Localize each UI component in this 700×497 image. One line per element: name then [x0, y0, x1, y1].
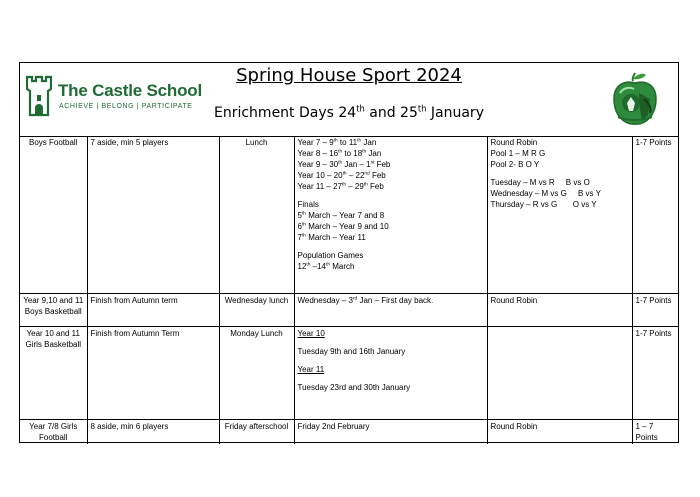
table-row	[20, 420, 678, 445]
dates-cell: Wednesday – 3rd Jan – First day back.	[294, 294, 487, 327]
format-cell: 8 aside, min 6 players	[87, 420, 219, 445]
date-line: 7th March – Year 11	[297, 233, 366, 242]
page-title: Spring House Sport 2024	[236, 65, 462, 86]
when-cell: Wednesday lunch	[219, 294, 294, 327]
structure-cell: Round Robin Pool 1 – M R G Pool 2- B O Y Tuesday – M vs R B vs O Wednesday – M vs G B vs Y Thursday – R vs G O vs Y	[487, 136, 632, 294]
date-line: Year 11 – 27th – 29th Feb	[297, 182, 384, 191]
table-row	[20, 294, 678, 327]
year-heading: Year 10	[297, 329, 325, 338]
structure-cell	[487, 327, 632, 420]
sport-cell: Year 10 and 11 Girls Basketball	[20, 327, 87, 420]
sport-cell: Boys Football	[20, 136, 87, 294]
points-cell: 1 – 7 Points	[632, 420, 678, 445]
date-line: Year 9 – 30th Jan – 1st Feb	[297, 160, 391, 169]
points-cell: 1-7 Points	[632, 136, 678, 294]
structure-cell: Round Robin	[487, 294, 632, 327]
fixtures-document	[19, 62, 679, 443]
date-line: Year 10 – 20th – 22nd Feb	[297, 171, 386, 180]
when-cell: Lunch	[219, 136, 294, 294]
points-cell: 1-7 Points	[632, 294, 678, 327]
school-name: The Castle School	[58, 81, 202, 100]
structure-cell: Round Robin	[487, 420, 632, 445]
date-line: Year 7 – 9th to 11th Jan	[297, 138, 377, 147]
house-crest-icon	[606, 69, 664, 129]
dates-cell	[294, 136, 487, 294]
format-cell: Finish from Autumn Term	[87, 327, 219, 420]
school-tagline: ACHIEVE | BELONG | PARTICIPATE	[59, 103, 193, 110]
date-line: 6th March – Year 9 and 10	[297, 222, 389, 231]
fixtures-table	[20, 136, 678, 444]
population-heading: Population Games	[297, 251, 364, 260]
when-cell: Friday afterschool	[219, 420, 294, 445]
sport-cell: Year 7/8 Girls Football	[20, 420, 87, 445]
dates-cell	[294, 327, 487, 420]
table-row	[20, 327, 678, 420]
page-subtitle: Enrichment Days 24th and 25th January	[214, 103, 484, 121]
date-line: 12th –14th March	[297, 262, 355, 271]
sport-cell: Year 9,10 and 11 Boys Basketball	[20, 294, 87, 327]
points-cell: 1-7 Points	[632, 327, 678, 420]
finals-heading: Finals	[297, 200, 319, 209]
date-line: Year 8 – 16th to 18th Jan	[297, 149, 382, 158]
format-cell: 7 aside, min 5 players	[87, 136, 219, 294]
date-line: Tuesday 9th and 16th January	[297, 347, 406, 356]
when-cell: Monday Lunch	[219, 327, 294, 420]
date-line: Tuesday 23rd and 30th January	[297, 383, 411, 392]
year-heading: Year 11	[297, 365, 325, 374]
date-line: 5th March – Year 7 and 8	[297, 211, 385, 220]
table-row	[20, 136, 678, 294]
document-header	[20, 63, 678, 137]
format-cell: Finish from Autumn term	[87, 294, 219, 327]
dates-cell: Friday 2nd February	[294, 420, 487, 445]
